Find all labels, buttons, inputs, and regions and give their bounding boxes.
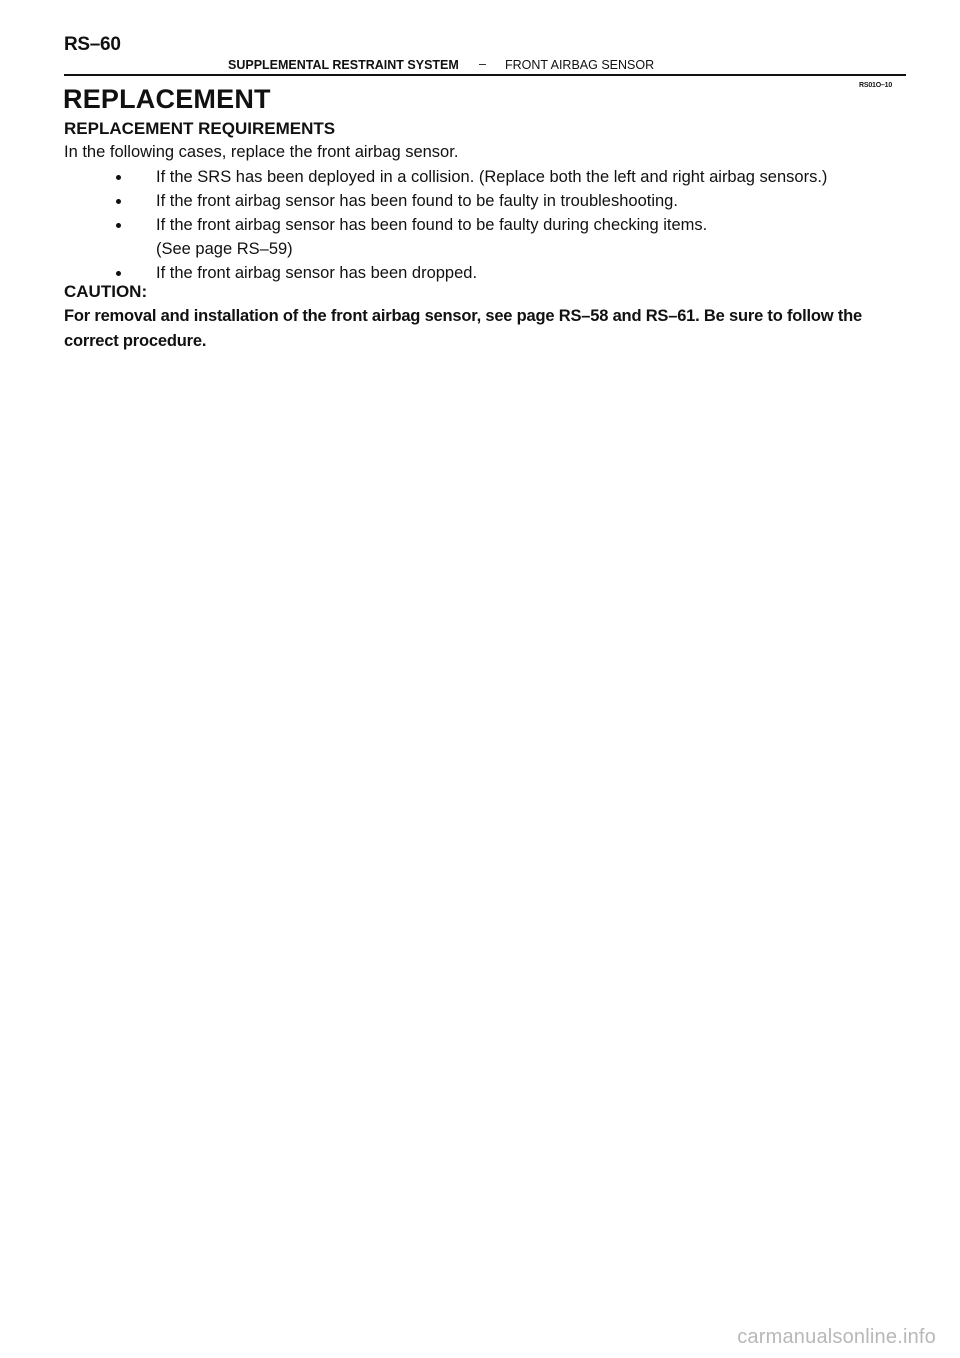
header-section-title: SUPPLEMENTAL RESTRAINT SYSTEM — [228, 58, 459, 72]
list-item — [64, 213, 924, 261]
list-item — [64, 165, 924, 189]
bullet-icon — [116, 199, 121, 204]
list-item-text: If the SRS has been deployed in a collision. (Replace both the left and right airbag sensors.) — [156, 168, 828, 186]
bullet-icon — [116, 175, 121, 180]
reference-code: RS01O–10 — [859, 82, 893, 89]
watermark: carmanualsonline.info — [737, 1326, 936, 1348]
list-item-text: If the front airbag sensor has been dropped. — [156, 264, 478, 282]
list-item — [64, 189, 924, 213]
requirements-list — [64, 165, 924, 285]
page-reference: (See page RS–59) — [156, 240, 293, 258]
bullet-icon — [116, 271, 121, 276]
bullet-icon — [116, 223, 121, 228]
caution-label: CAUTION: — [64, 282, 148, 301]
list-item-text: If the front airbag sensor has been found to be faulty during checking items. — [156, 216, 708, 234]
running-header — [64, 56, 906, 76]
section-subheading: REPLACEMENT REQUIREMENTS — [64, 119, 336, 138]
list-item-text: If the front airbag sensor has been found to be faulty in troubleshooting. — [156, 192, 678, 210]
list-item — [64, 261, 924, 285]
header-separator: – — [479, 57, 486, 71]
header-subsection-title: FRONT AIRBAG SENSOR — [505, 58, 655, 72]
intro-paragraph: In the following cases, replace the front airbag sensor. — [64, 143, 459, 161]
page-title: REPLACEMENT — [63, 84, 271, 114]
caution-text: For removal and installation of the front airbag sensor, see page RS–58 and RS–61. Be sure to follow the correct procedure. — [64, 307, 862, 350]
page-number: RS–60 — [64, 34, 121, 55]
